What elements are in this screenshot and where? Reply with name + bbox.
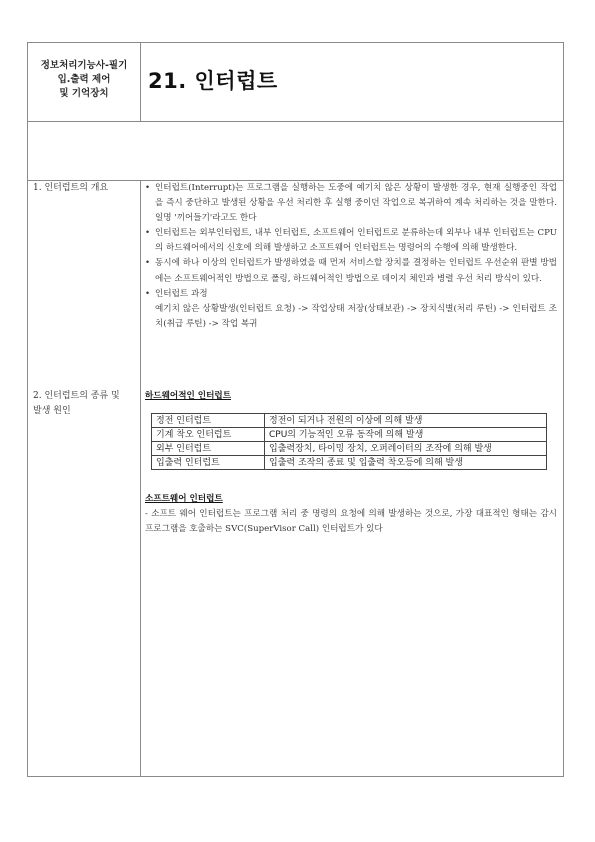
bullet-item: • 인터럽트 과정: [145, 287, 557, 302]
table-row: [152, 428, 547, 442]
category-line: 및 기억장치: [59, 88, 109, 99]
category-block: [28, 43, 140, 121]
section2-label-line: 발생 원인: [33, 406, 71, 416]
bullet-item: • 인터럽트는 외부인터럽트, 내부 인터럽트, 소프트웨어 인터럽트로 분류하는데 외부나 내부 인터럽트는 CPU의 하드웨어에서의 신호에 의해 발생하고 소프트웨어 인터럽트는 명령어의 수행에 의해 발생한다.: [145, 226, 557, 256]
interrupt-cause-cell: 입출력장치, 타이밍 장치, 오퍼레이터의 조작에 의해 발생: [265, 442, 547, 456]
section2-label: [33, 389, 120, 419]
table-row: [152, 414, 547, 428]
interrupt-cause-cell: 입출력 조작의 종료 및 입출력 착오등에 의해 발생: [265, 456, 547, 470]
interrupt-name-cell: 정전 인터럽트: [152, 414, 265, 428]
category-line: 정보처리기능사-필기: [40, 60, 128, 71]
interrupt-name-cell: 입출력 인터럽트: [152, 456, 265, 470]
hardware-interrupt-heading: 하드웨어적인 인터럽트: [145, 391, 232, 401]
interrupt-cause-cell: 정전이 되거나 전원의 이상에 의해 발생: [265, 414, 547, 428]
interrupt-name-cell: 기계 착오 인터럽트: [152, 428, 265, 442]
software-interrupt-text: - 소프트 웨어 인터럽트는 프로그램 처리 중 명령의 요청에 의해 발생하는 것으로, 가장 대표적인 형태는 감시 프로그램을 호출하는 SVC(SuperVisor Call) 인터럽트가 있다: [145, 509, 557, 535]
category-line: 입.출력 제어: [57, 74, 111, 85]
bullet-item: • 동시에 하나 이상의 인터럽트가 발생하였을 때 먼저 서비스할 장치를 결정하는 인터럽트 우선순위 판별 방법에는 소프트웨어적인 방법으로 폴링, 하드웨어적인 방법으로 데이지 체인과 병렬 우선 처리 방식이 있다.: [145, 256, 557, 286]
section1-bullet-list: [145, 181, 557, 302]
section2-label-line: 2. 인터럽트의 종류 및: [33, 391, 120, 401]
section1-content: [145, 181, 557, 332]
page-frame: [27, 42, 564, 777]
interrupt-name-cell: 외부 인터럽트: [152, 442, 265, 456]
header-divider: [140, 43, 141, 121]
label-column-divider: [140, 180, 141, 776]
page-title: 21. 인터럽트: [148, 69, 278, 93]
interrupt-cause-cell: CPU의 기능적인 오류 동작에 의해 발생: [265, 428, 547, 442]
table-row: [152, 442, 547, 456]
header-bottom-rule: [28, 121, 563, 122]
bullet-item: • 인터럽트(Interrupt)는 프로그램을 실행하는 도중에 예기치 않은 상황이 발생한 경우, 현재 실행중인 작업을 즉시 중단하고 발생된 상황을 우선 처리한 후 실행 중이던 작업으로 복귀하여 계속 처리하는 것을 말한다. 일명 '끼어들기'라고도 한다: [145, 181, 557, 226]
interrupt-process-text: 예기치 않은 상황발생(인터럽트 요청) -> 작업상태 저장(상태보관) -> 장치식별(처리 루틴) -> 인터럽트 조치(취급 루틴) -> 작업 복귀: [155, 303, 557, 329]
section2-content: [145, 389, 557, 537]
software-interrupt-heading: 소프트웨어 인터럽트: [145, 494, 223, 505]
section1-label: 1. 인터럽트의 개요: [33, 183, 109, 193]
hardware-interrupt-table: [151, 413, 547, 470]
table-row: [152, 456, 547, 470]
